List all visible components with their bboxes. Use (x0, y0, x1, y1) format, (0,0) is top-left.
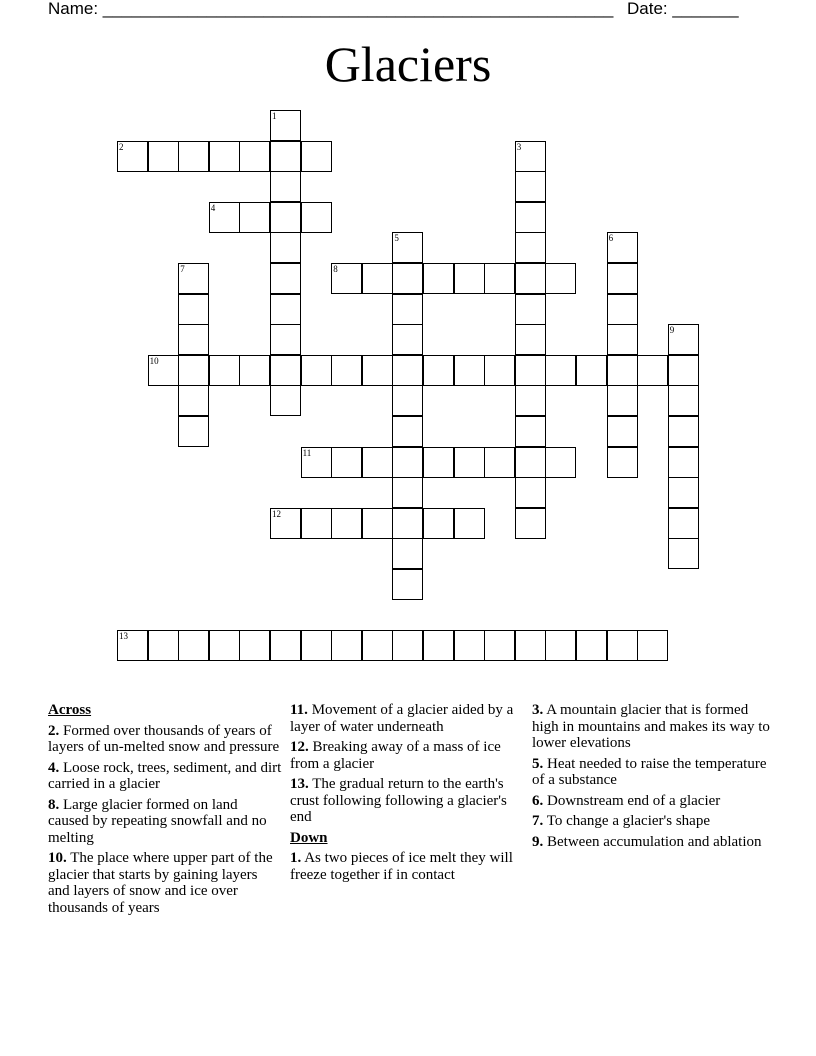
clue-across-8 (48, 797, 282, 847)
clue-down-3 (532, 702, 772, 752)
grid-cell[interactable] (423, 263, 454, 294)
grid-cell[interactable] (392, 355, 423, 386)
grid-cell[interactable] (454, 447, 485, 478)
clue-across-12 (290, 739, 520, 772)
grid-cell[interactable] (515, 385, 546, 416)
grid-cell[interactable] (423, 630, 454, 661)
grid-cell[interactable] (423, 447, 454, 478)
grid-cell[interactable] (270, 355, 301, 386)
grid-cell[interactable] (392, 508, 423, 539)
grid-cell[interactable] (576, 355, 607, 386)
grid-cell[interactable] (331, 630, 362, 661)
clue-number: 13. (290, 776, 309, 792)
name-field-label: Name: ______________________________________________________ (48, 0, 614, 18)
grid-cell[interactable] (178, 141, 209, 172)
grid-cell[interactable] (545, 447, 576, 478)
grid-cell[interactable] (362, 447, 393, 478)
grid-cell[interactable] (668, 416, 699, 447)
grid-cell[interactable] (484, 447, 515, 478)
grid-cell[interactable] (515, 508, 546, 539)
grid-cell[interactable] (392, 416, 423, 447)
clue-text: Downstream end of a glacier (547, 792, 721, 809)
clue-number: 4. (48, 759, 60, 776)
grid-cell[interactable] (668, 508, 699, 539)
grid-cell[interactable] (392, 263, 423, 294)
clues-column-3 (532, 702, 772, 854)
grid-cell[interactable] (392, 569, 423, 600)
grid-cell[interactable] (209, 630, 240, 661)
grid-cell[interactable] (668, 447, 699, 478)
grid-cell[interactable] (270, 141, 301, 172)
grid-cell[interactable] (392, 630, 423, 661)
grid-cell[interactable] (515, 416, 546, 447)
clue-text: The gradual return to the earth's crust following following a glacier's end (290, 776, 507, 825)
grid-cell[interactable] (515, 477, 546, 508)
grid-cell[interactable] (301, 355, 332, 386)
grid-cell[interactable] (668, 385, 699, 416)
clues-column-2 (290, 702, 520, 887)
grid-cell[interactable] (392, 538, 423, 569)
grid-cell[interactable] (148, 630, 179, 661)
clue-down-9 (532, 834, 772, 851)
clue-text: Loose rock, trees, sediment, and dirt carried in a glacier (48, 759, 282, 792)
grid-cell[interactable] (331, 355, 362, 386)
grid-cell[interactable] (270, 294, 301, 325)
grid-cell[interactable] (545, 355, 576, 386)
clue-number-label: 11 (302, 447, 312, 458)
clue-number-label: 3 (516, 141, 522, 152)
grid-cell[interactable] (454, 355, 485, 386)
clue-across-2 (48, 723, 282, 756)
clue-number: 11. (290, 702, 308, 718)
grid-cell[interactable] (178, 385, 209, 416)
clue-number-label: 13 (119, 631, 128, 642)
clue-text: The place where upper part of the glacier that starts by gaining layers and layers of snow and ice over thousands of years (48, 850, 273, 916)
grid-cell[interactable] (239, 630, 270, 661)
grid-cell[interactable] (454, 263, 485, 294)
clue-number-label: 2 (119, 141, 124, 152)
grid-cell[interactable] (545, 263, 576, 294)
clue-number-label: 8 (333, 264, 338, 274)
grid-cell[interactable] (484, 355, 515, 386)
grid-cell[interactable] (484, 263, 515, 294)
grid-cell[interactable] (515, 447, 546, 478)
grid-cell[interactable] (239, 141, 270, 172)
grid-cell[interactable] (545, 630, 576, 661)
clue-text: Large glacier formed on land caused by repeating snowfall and no melting (48, 796, 267, 846)
grid-cell[interactable] (454, 630, 485, 661)
grid-cell[interactable] (270, 324, 301, 355)
grid-cell[interactable] (178, 294, 209, 325)
clue-text: A mountain glacier that is formed high in mountains and makes its way to lower elevations (532, 702, 770, 751)
down-heading: Down (290, 829, 328, 846)
clue-text: To change a glacier's shape (546, 813, 710, 829)
clue-text: As two pieces of ice melt they will freeze together if in contact (290, 850, 513, 883)
clue-number: 1. (290, 850, 302, 866)
clue-number: 7. (532, 813, 544, 829)
grid-cell[interactable] (392, 385, 423, 416)
grid-cell[interactable] (392, 477, 423, 508)
clue-number-label: 12 (272, 508, 281, 519)
clue-text: Heat needed to raise the temperature of a substance (532, 755, 767, 788)
grid-cell[interactable] (331, 508, 362, 539)
grid-cell[interactable] (515, 294, 546, 325)
grid-cell[interactable] (515, 263, 546, 294)
clue-down-6 (532, 793, 772, 810)
clue-text: Movement of a glacier aided by a layer of water underneath (290, 702, 514, 735)
clues-column-1 (48, 702, 282, 920)
grid-cell[interactable] (607, 416, 638, 447)
clue-number: 3. (532, 702, 544, 718)
grid-cell[interactable] (637, 630, 668, 661)
grid-cell[interactable] (178, 324, 209, 355)
grid-cell[interactable] (301, 202, 332, 233)
grid-cell[interactable] (209, 141, 240, 172)
clue-number-label: 7 (180, 264, 185, 274)
clue-down-7 (532, 813, 772, 830)
clue-number: 10. (48, 850, 67, 866)
grid-cell[interactable] (270, 385, 301, 416)
grid-cell[interactable] (484, 630, 515, 661)
clue-across-11 (290, 702, 520, 735)
grid-cell[interactable] (607, 355, 638, 386)
grid-cell[interactable] (668, 355, 699, 386)
grid-cell[interactable] (515, 202, 546, 233)
grid-cell[interactable] (515, 324, 546, 355)
grid-cell[interactable] (239, 355, 270, 386)
grid-cell[interactable] (637, 355, 668, 386)
clue-number-label: 5 (394, 233, 399, 244)
clue-number: 9. (532, 833, 544, 850)
clue-number: 2. (48, 722, 60, 739)
grid-cell[interactable] (209, 355, 240, 386)
across-heading: Across (48, 702, 92, 718)
clue-across-10 (48, 850, 282, 916)
grid-cell[interactable] (362, 508, 393, 539)
clue-across-4 (48, 760, 282, 793)
grid-cell[interactable] (331, 447, 362, 478)
grid-cell[interactable] (607, 324, 638, 355)
clue-across-13 (290, 776, 520, 826)
grid-cell[interactable] (362, 355, 393, 386)
grid-cell[interactable] (515, 171, 546, 202)
grid-cell[interactable] (576, 630, 607, 661)
grid-cell[interactable] (178, 355, 209, 386)
grid-cell[interactable] (454, 508, 485, 539)
grid-cell[interactable] (515, 630, 546, 661)
clue-number-label: 6 (608, 233, 614, 244)
clue-down-5 (532, 756, 772, 789)
grid-cell[interactable] (607, 447, 638, 478)
grid-cell[interactable] (362, 630, 393, 661)
clue-number: 5. (532, 755, 544, 772)
clue-text: Breaking away of a mass of ice from a glacier (290, 739, 501, 772)
grid-cell[interactable] (607, 630, 638, 661)
clue-down-1 (290, 850, 520, 883)
clue-number: 12. (290, 739, 309, 755)
page-title: Glaciers (324, 36, 492, 92)
grid-cell[interactable] (362, 263, 393, 294)
clue-number-label: 4 (210, 202, 216, 213)
clue-number-label: 1 (272, 111, 277, 121)
grid-cell[interactable] (423, 508, 454, 539)
grid-cell[interactable] (270, 263, 301, 294)
grid-cell[interactable] (178, 630, 209, 661)
grid-cell[interactable] (392, 294, 423, 325)
grid-cell[interactable] (239, 202, 270, 233)
grid-cell[interactable] (301, 508, 332, 539)
grid-cell[interactable] (607, 263, 638, 294)
grid-cell[interactable] (270, 630, 301, 661)
grid-cell[interactable] (392, 447, 423, 478)
clue-number: 6. (532, 792, 544, 809)
grid-cell[interactable] (178, 416, 209, 447)
grid-cell[interactable] (270, 171, 301, 202)
grid-cell[interactable] (423, 355, 454, 386)
grid-cell[interactable] (148, 141, 179, 172)
grid-cell[interactable] (515, 355, 546, 386)
grid-cell[interactable] (607, 294, 638, 325)
clue-number-label: 9 (669, 325, 675, 336)
grid-cell[interactable] (668, 538, 699, 569)
clue-number: 8. (48, 796, 60, 813)
clue-number-label: 10 (149, 355, 159, 366)
clue-text: Between accumulation and ablation (547, 833, 762, 850)
grid-cell[interactable] (301, 141, 332, 172)
grid-cell[interactable] (668, 477, 699, 508)
grid-cell[interactable] (270, 232, 301, 263)
clue-text: Formed over thousands of years of layers of un-melted snow and pressure (48, 722, 280, 755)
grid-cell[interactable] (607, 385, 638, 416)
grid-cell[interactable] (392, 324, 423, 355)
grid-cell[interactable] (270, 202, 301, 233)
grid-cell[interactable] (301, 630, 332, 661)
grid-cell[interactable] (515, 232, 546, 263)
date-field-label: Date: _______ (627, 0, 739, 18)
